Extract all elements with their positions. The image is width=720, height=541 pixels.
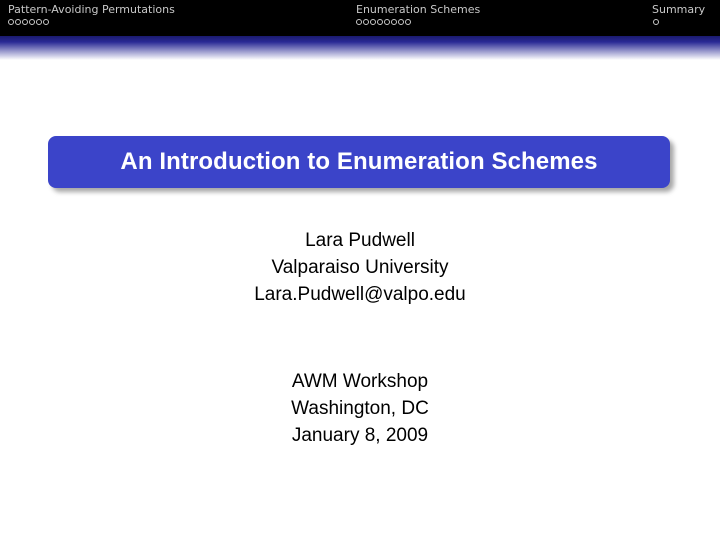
frame-dot[interactable] <box>15 19 21 25</box>
nav-section-label[interactable]: Enumeration Schemes <box>356 3 481 16</box>
navigation-bar <box>0 0 720 36</box>
frame-dot[interactable] <box>405 19 411 25</box>
frame-dot[interactable] <box>370 19 376 25</box>
author-affiliation: Valparaiso University <box>271 257 449 278</box>
nav-section-pattern-avoiding-permutations[interactable] <box>8 3 175 25</box>
frame-dot[interactable] <box>384 19 390 25</box>
frame-dot[interactable] <box>22 19 28 25</box>
event-block <box>0 368 720 449</box>
event-location: Washington, DC <box>291 398 429 419</box>
author-name: Lara Pudwell <box>305 230 415 251</box>
frame-dots <box>653 19 705 25</box>
navbar-shadow <box>0 36 720 60</box>
author-block <box>0 227 720 308</box>
author-email: Lara.Pudwell@valpo.edu <box>254 284 466 305</box>
frame-dot[interactable] <box>356 19 362 25</box>
frame-dots <box>356 19 480 25</box>
event-date: January 8, 2009 <box>291 425 429 446</box>
frame-dots <box>8 19 175 25</box>
frame-dot[interactable] <box>8 19 14 25</box>
frame-dot[interactable] <box>36 19 42 25</box>
frame-dot[interactable] <box>29 19 35 25</box>
frame-dot[interactable] <box>377 19 383 25</box>
frame-dot[interactable] <box>363 19 369 25</box>
frame-dot[interactable] <box>391 19 397 25</box>
nav-section-label[interactable]: Pattern-Avoiding Permutations <box>8 3 175 16</box>
nav-section-label[interactable]: Summary <box>652 3 706 16</box>
frame-dot[interactable] <box>653 19 659 25</box>
presentation-title: An Introduction to Enumeration Schemes <box>120 148 598 175</box>
event-name: AWM Workshop <box>291 371 429 392</box>
nav-section-summary[interactable] <box>652 3 705 25</box>
nav-section-enumeration-schemes[interactable] <box>356 3 480 25</box>
title-box <box>48 136 670 188</box>
frame-dot[interactable] <box>43 19 49 25</box>
frame-dot[interactable] <box>398 19 404 25</box>
